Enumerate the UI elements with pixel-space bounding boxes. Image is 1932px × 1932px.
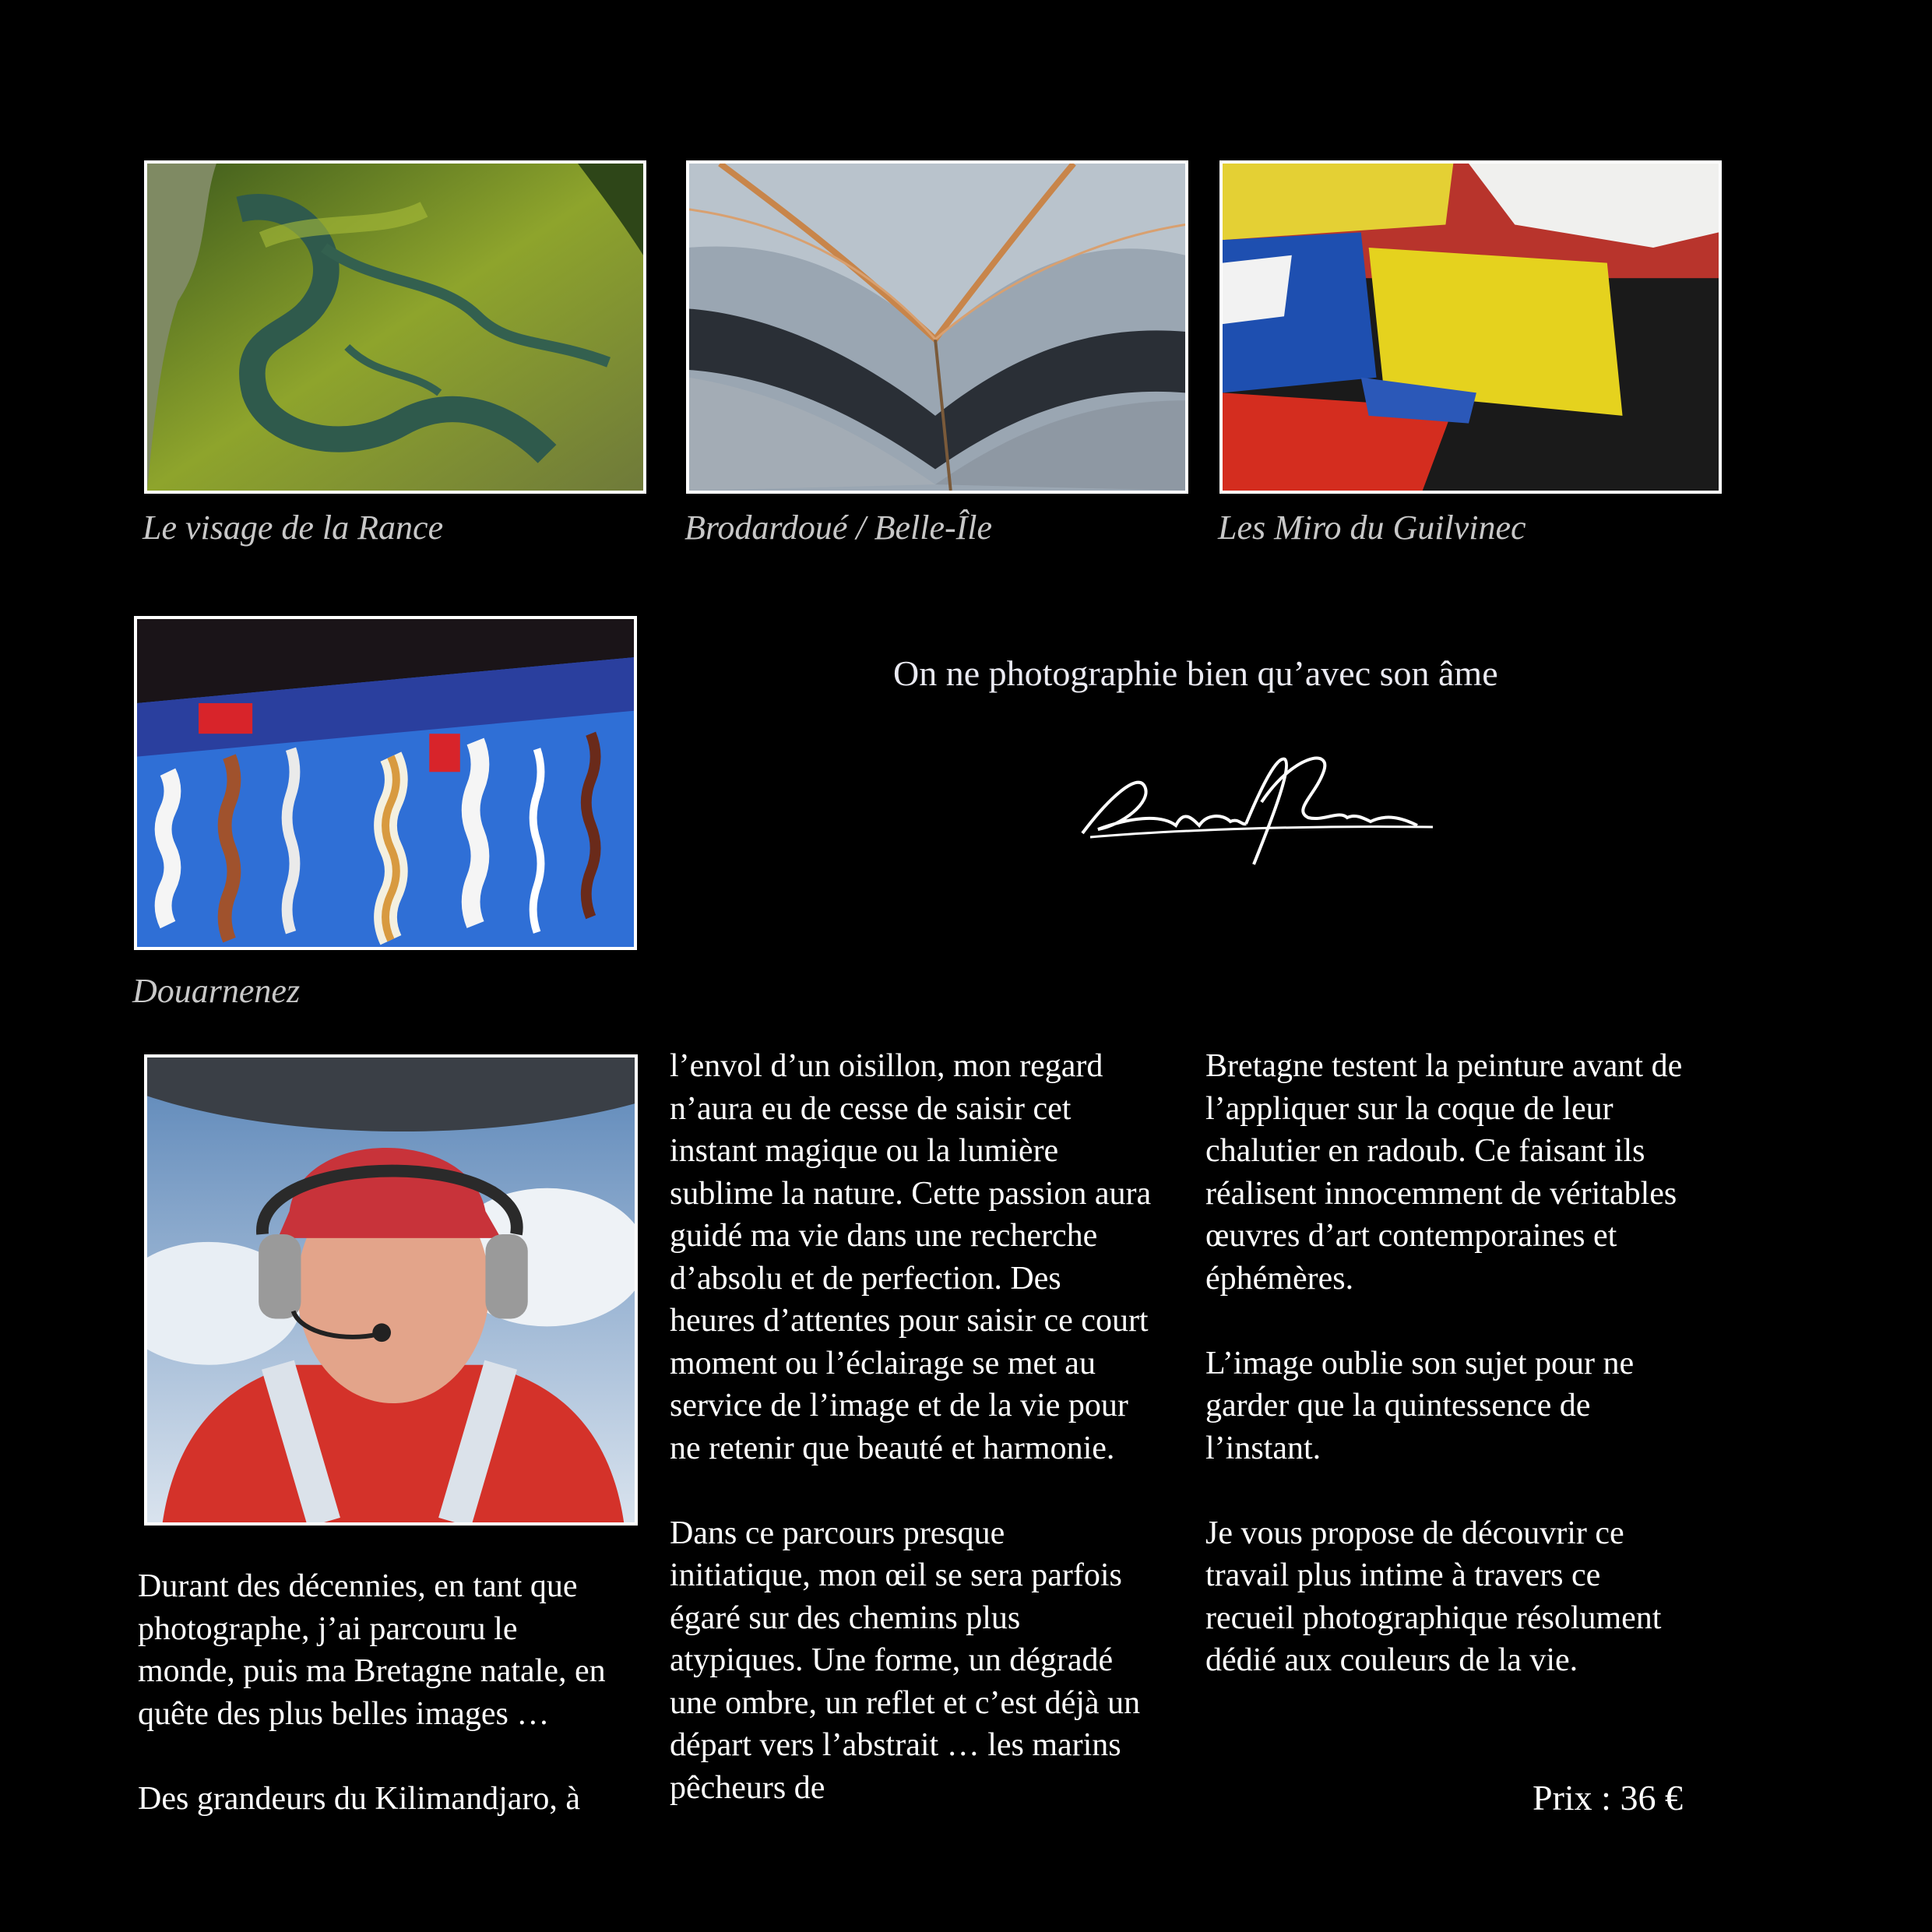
caption-belle-ile: Brodardoué / Belle-Île: [684, 509, 993, 547]
caption-douarnenez: Douarnenez: [132, 972, 301, 1010]
photo-belle-ile: [686, 160, 1188, 494]
motto: On ne photographie bien qu’avec son âme: [893, 653, 1498, 693]
signature: [1075, 740, 1441, 872]
text-column-2: [670, 1045, 1199, 1809]
photo-rance: [144, 160, 646, 494]
caption-rance: Le visage de la Rance: [143, 509, 444, 547]
paragraph: L’image oublie son sujet pour ne garder que la quintessence de l’instant.: [1205, 1345, 1635, 1466]
paragraph: Dans ce parcours presque initiatique, mon œil se sera parfois égaré sur des chemins plus atypiques. Une forme, un dégradé une ombre, un reflet et c’est déjà un départ vers l’abstrait … les marins pêcheurs de: [670, 1515, 1141, 1806]
text-column-3: [1205, 1045, 1743, 1682]
paragraph: Bretagne testent la peinture avant de l’appliquer sur la coque de leur chalutier en radoub. Ce faisant ils réalisent innocemment de véritables œuvres d’art contemporaines et éphémères.: [1205, 1048, 1683, 1297]
photo-douarnenez: [134, 616, 637, 950]
photo-guilvinec: [1219, 160, 1722, 494]
paragraph: Je vous propose de découvrir ce travail plus intime à travers ce recueil photographique résolument dédié aux couleurs de la vie.: [1205, 1515, 1662, 1678]
paragraph: Durant des décennies, en tant que photographe, j’ai parcouru le monde, puis ma Bretagne natale, en quête des plus belles images …: [138, 1568, 606, 1732]
price: Prix : 36 €: [1533, 1778, 1683, 1818]
text-column-1: [138, 1565, 652, 1820]
paragraph: l’envol d’un oisillon, mon regard n’aura eu de cesse de saisir cet instant magique ou la lumière sublime la nature. Cette passion aura guidé ma vie dans une recherche d’absolu et de perfection. Des heures d’attentes pour saisir ce court moment ou l’éclairage se met au service de l’image et de la vie pour ne retenir que beauté et harmonie.: [670, 1048, 1152, 1466]
paragraph: Des grandeurs du Kilimandjaro, à: [138, 1780, 581, 1817]
photo-author-portrait: [144, 1054, 638, 1526]
caption-guilvinec: Les Miro du Guilvinec: [1218, 509, 1526, 547]
